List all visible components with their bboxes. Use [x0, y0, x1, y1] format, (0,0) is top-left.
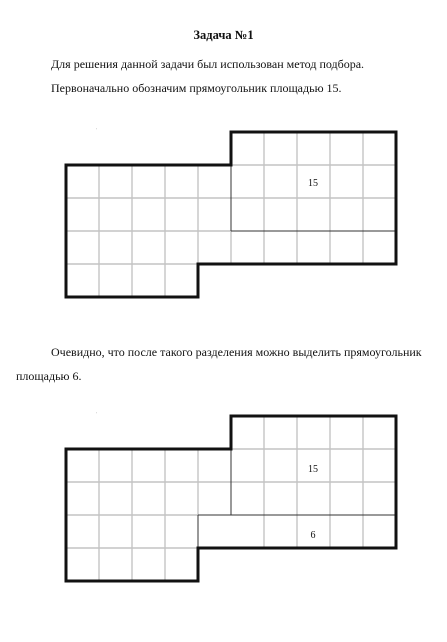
figure-1-grid [0, 120, 447, 320]
figure-1-tick-mark: ' [96, 128, 98, 134]
paragraph-2-line-1: Очевидно, что после такого разделения можно выделить прямоугольник [51, 345, 422, 359]
figure-2-label-6: 6 [310, 530, 316, 541]
paragraph-2-line-2: площадью 6. [16, 369, 82, 383]
figure-1-label-15: 15 [308, 178, 318, 189]
page-title: Задача №1 [193, 28, 254, 42]
figure-2-grid [0, 404, 447, 604]
paragraph-1-line-2: Первоначально обозначим прямоугольник площадью 15. [51, 81, 342, 95]
figure-2-label-15: 15 [308, 464, 318, 475]
figure-2-tick-mark: ' [96, 412, 98, 418]
paragraph-1-line-1: Для решения данной задачи был использован метод подбора. [51, 57, 365, 71]
figure-1 [0, 120, 447, 320]
figure-2 [0, 404, 447, 604]
